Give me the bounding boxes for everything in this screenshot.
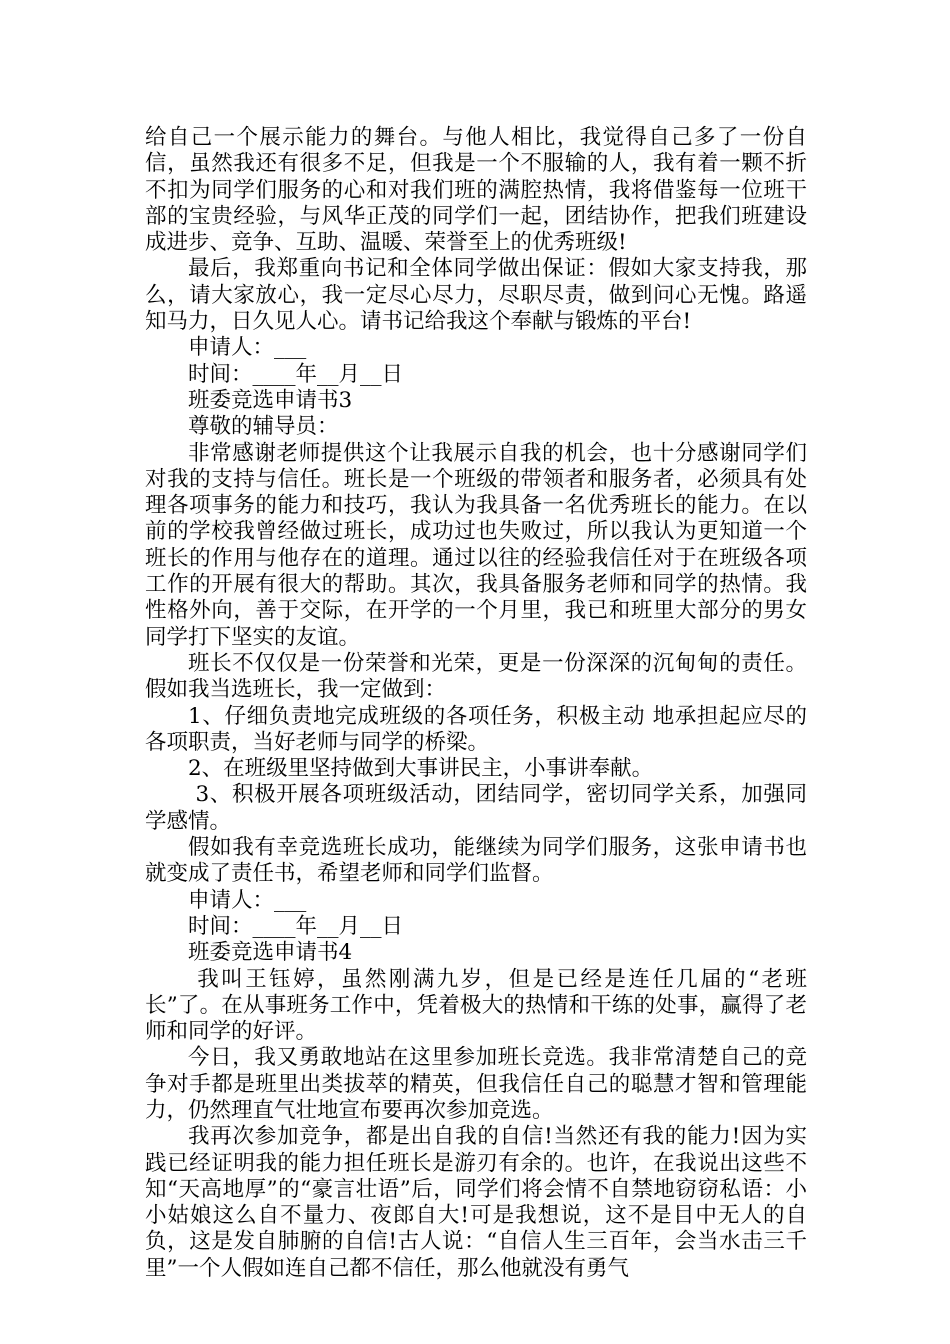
paragraph: 今日，我又勇敢地站在这里参加班长竞选。我非常清楚自己的竞争对手都是班里出类拔萃的精英，但我信任自己的聪慧才智和管理能力，仍然理直气壮地宣布要再次参加竞选。	[145, 1045, 807, 1123]
applicant-line: 申请人：___	[188, 335, 307, 361]
applicant-line: 申请人：___	[188, 887, 307, 913]
date-line: 时间：____年__月__日	[188, 913, 404, 939]
list-item: 3、积极开展各项班级活动，团结同学，密切同学关系，加强同学感情。	[145, 782, 807, 834]
paragraph: 假如我有幸竞选班长成功，能继续为同学们服务，这张申请书也就变成了责任书，希望老师和同学们监督。	[145, 835, 807, 887]
paragraph: 最后，我郑重向书记和全体同学做出保证：假如大家支持我，那么，请大家放心，我一定尽心尽力，尽职尽责，做到问心无愧。路遥知马力，日久见人心。请书记给我这个奉献与锻炼的平台!	[145, 256, 807, 335]
paragraph: 我叫王钰婷，虽然刚满九岁，但是已经是连任几届的“老班长”了。在从事班务工作中，凭着极大的热情和干练的处事，赢得了老师和同学的好评。	[145, 966, 807, 1045]
date-line: 时间：____年__月__日	[188, 361, 404, 387]
paragraph: 班长不仅仅是一份荣誉和光荣，更是一份深深的沉甸甸的责任。假如我当选班长，我一定做到：	[145, 650, 807, 703]
document-page	[145, 125, 807, 1282]
list-item: 1、仔细负责地完成班级的各项任务，积极主动 地承担起应尽的各项职责，当好老师与同学的桥梁。	[145, 703, 807, 755]
list-item: 2、在班级里坚持做到大事讲民主，小事讲奉献。	[188, 756, 654, 782]
paragraph: 非常感谢老师提供这个让我展示自我的机会，也十分感谢同学们对我的支持与信任。班长是一个班级的带领者和服务者，必须具有处理各项事务的能力和技巧，我认为我具备一名优秀班长的能力。在以前的学校我曾经做过班长，成功过也失败过，所以我认为更知道一个班长的作用与他存在的道理。通过以往的经验我信任对于在班级各项工作的开展有很大的帮助。其次，我具备服务老师和同学的热情。我性格外向，善于交际，在开学的一个月里，我已和班里大部分的男女同学打下坚实的友谊。	[145, 440, 807, 650]
section-title: 班委竞选申请书3	[188, 387, 353, 413]
paragraph: 给自己一个展示能力的舞台。与他人相比，我觉得自己多了一份自信，虽然我还有很多不足，但我是一个不服输的人，我有着一颗不折不扣为同学们服务的心和对我们班的满腔热情，我将借鉴每一位班干部的宝贵经验，与风华正茂的同学们一起，团结协作，把我们班建设成进步、竞争、互助、温暖、荣誉至上的优秀班级!	[145, 125, 807, 256]
salutation: 尊敬的辅导员：	[188, 414, 339, 440]
paragraph: 我再次参加竞争，都是出自我的自信!当然还有我的能力!因为实践已经证明我的能力担任班长是游刃有余的。也许，在我说出这些不知“天高地厚”的“豪言壮语”后，同学们将会情不自禁地窃窃私语：小小姑娘这么自不量力、夜郎自大!可是我想说，这不是目中无人的自负，这是发自肺腑的自信!古人说：“自信人生三百年，会当水击三千里”一个人假如连自己都不信任，那么他就没有勇气	[145, 1124, 807, 1281]
section-title: 班委竞选申请书4	[188, 940, 353, 966]
